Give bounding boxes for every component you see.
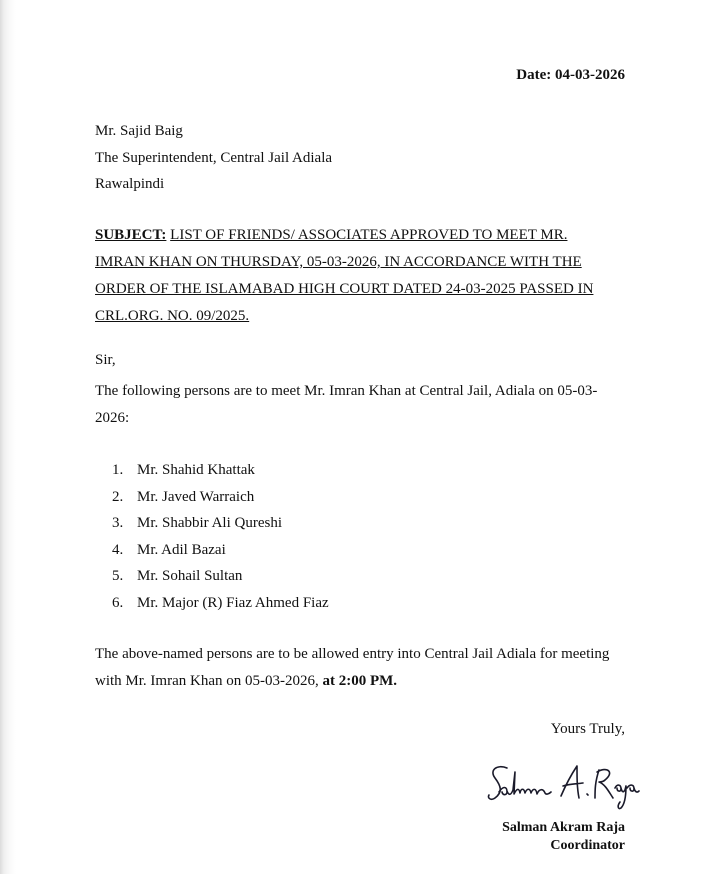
recipient-address: [95, 118, 332, 198]
valediction: Yours Truly,: [550, 721, 625, 737]
list-item-number: 4.: [112, 541, 124, 558]
list-item: [112, 537, 329, 564]
list-item: [112, 510, 329, 537]
signer-designation: Coordinator: [550, 838, 625, 853]
list-item-name: Mr. Sohail Sultan: [137, 568, 243, 584]
subject-text: LIST OF FRIENDS/ ASSOCIATES APPROVED TO MEET MR. IMRAN KHAN ON THURSDAY, 05-03-2026, IN ACCORDANCE WITH THE ORDER OF THE ISLAMABAD HIGH COURT DATED 24-03-2025 PASSED IN CRL.ORG. NO. 09/2025.: [95, 227, 594, 324]
list-item-number: 5.: [112, 568, 124, 584]
list-item-name: Mr. Javed Warraich: [137, 488, 255, 505]
subject-label: SUBJECT:: [95, 227, 167, 243]
list-item: [112, 484, 329, 511]
list-item-number: 6.: [112, 594, 124, 611]
list-item: [112, 590, 329, 617]
list-item-number: 3.: [112, 515, 124, 531]
closing-text: The above-named persons are to be allowed entry into Central Jail Adiala for meeting with Mr. Imran Khan on 05-03-2026,: [95, 646, 610, 689]
list-item: [112, 457, 329, 484]
list-item-number: 1.: [112, 462, 124, 478]
recipient-title: The Superintendent, Central Jail Adiala: [95, 149, 333, 166]
signature-icon: [483, 758, 643, 810]
closing-time: at 2:00 PM.: [322, 673, 398, 689]
signer-name: Salman Akram Raja: [502, 820, 625, 835]
subject-line: [95, 222, 620, 330]
intro-paragraph: The following persons are to meet Mr. Imran Khan at Central Jail, Adiala on 05-03-2026:: [95, 383, 598, 426]
list-item-name: Mr. Major (R) Fiaz Ahmed Fiaz: [137, 594, 329, 611]
recipient-city: Rawalpindi: [95, 176, 165, 192]
salutation: Sir,: [95, 352, 116, 368]
list-item-name: Mr. Shabbir Ali Qureshi: [137, 515, 282, 531]
letter-date: Date: 04-03-2026: [516, 67, 625, 83]
recipient-name: Mr. Sajid Baig: [95, 123, 183, 139]
list-item-name: Mr. Shahid Khattak: [137, 462, 255, 478]
list-item: [112, 563, 329, 590]
list-item-number: 2.: [112, 488, 124, 505]
signer-block: [502, 819, 625, 855]
persons-list: [112, 457, 329, 616]
list-item-name: Mr. Adil Bazai: [137, 541, 226, 558]
closing-paragraph: [95, 641, 625, 695]
